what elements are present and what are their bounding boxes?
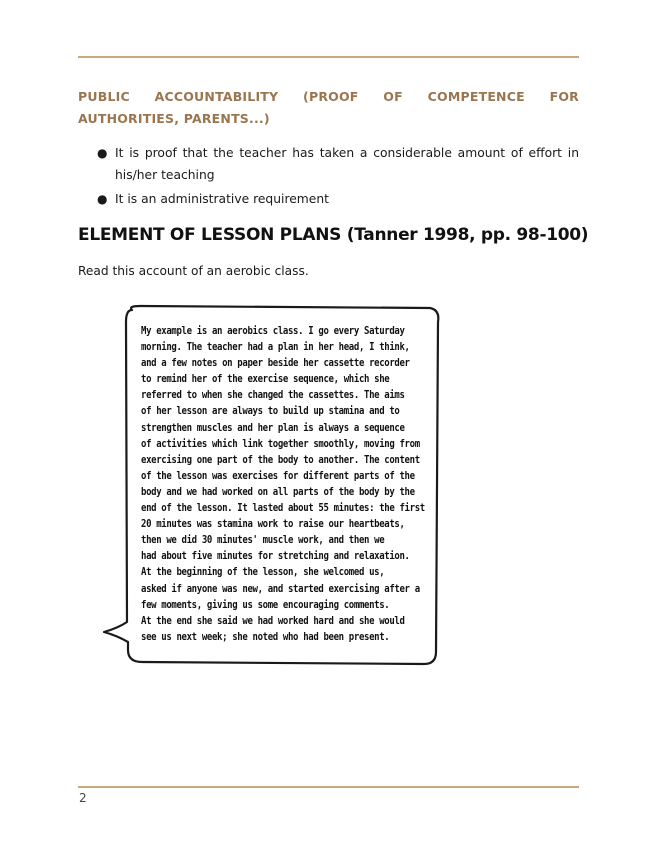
bubble-line: At the end she said we had worked hard and she would: [141, 615, 405, 628]
bubble-line: of activities which link together smoothly, moving from: [141, 438, 420, 450]
bubble-line: end of the lesson. It lasted about 55 minutes: the first: [141, 502, 425, 515]
bullet-icon: ●: [97, 192, 108, 206]
bubble-line: asked if anyone was new, and started exercising after a: [141, 583, 420, 595]
speech-bubble-text: [141, 322, 429, 644]
bubble-line: 20 minutes was stamina work to raise our heartbeats,: [141, 518, 405, 531]
bubble-line: At the beginning of the lesson, she welcomed us,: [141, 566, 385, 579]
bubble-line: strengthen muscles and her plan is always a sequence: [141, 422, 405, 434]
bubble-line: My example is an aerobics class. I go every Saturday: [141, 325, 405, 338]
bullet-icon: ●: [97, 146, 108, 160]
bubble-line: to remind her of the exercise sequence, which she: [141, 373, 390, 386]
bubble-line: see us next week; she noted who had been present.: [141, 631, 390, 644]
bullet-item: [78, 188, 579, 210]
lesson-plans-heading: ELEMENT OF LESSON PLANS (Tanner 1998, pp. 98-100): [78, 225, 589, 245]
section-heading: PUBLIC ACCOUNTABILITY (PROOF OF COMPETENCE FOR AUTHORITIES, PARENTS...): [78, 89, 579, 126]
bubble-line: few moments, giving us some encouraging comments.: [141, 599, 390, 611]
bubble-line: of her lesson are always to build up stamina and to: [141, 406, 400, 418]
bullet-list: [78, 142, 579, 212]
bubble-line: then we did 30 minutes' muscle work, and then we: [141, 534, 385, 547]
bubble-line: exercising one part of the body to another. The content: [141, 454, 420, 467]
bubble-line: morning. The teacher had a plan in her head, I think,: [141, 341, 410, 354]
bubble-line: body and we had worked on all parts of the body by the: [141, 486, 415, 499]
bubble-line: had about five minutes for stretching and relaxation.: [141, 550, 410, 563]
bullet-text: It is proof that the teacher has taken a considerable amount of effort in his/her teaching: [115, 146, 579, 182]
footer-rule: [78, 786, 579, 788]
bullet-item: [78, 142, 579, 186]
bullet-text: It is an administrative requirement: [115, 192, 329, 206]
bubble-line: and a few notes on paper beside her cassette recorder: [141, 357, 410, 370]
page-number: 2: [79, 791, 87, 805]
bubble-line: referred to when she changed the cassettes. The aims: [141, 389, 405, 402]
intro-text: Read this account of an aerobic class.: [78, 264, 309, 278]
bubble-line: of the lesson was exercises for different parts of the: [141, 470, 415, 483]
header-rule: [78, 56, 579, 58]
